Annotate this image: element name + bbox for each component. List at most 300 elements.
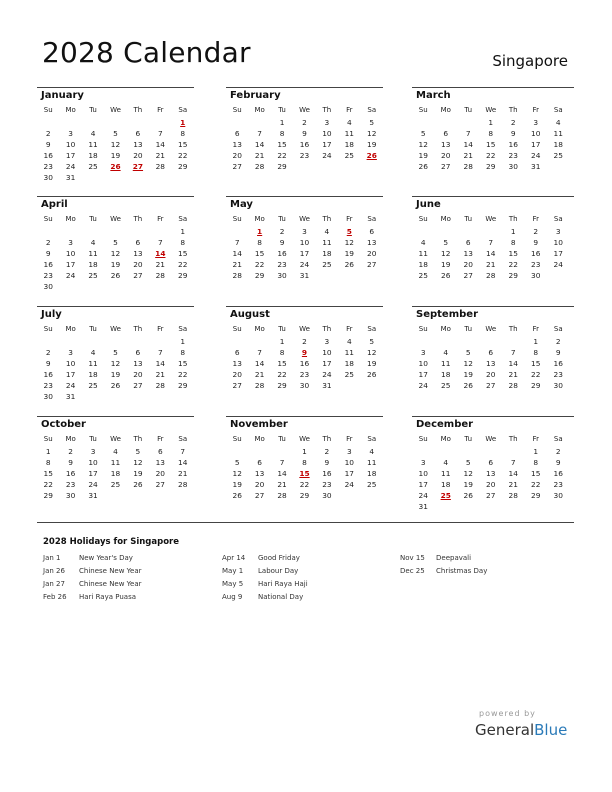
day-cell bbox=[149, 490, 171, 501]
day-cell: 19 bbox=[133, 469, 143, 478]
day-cell: 9 bbox=[555, 348, 561, 357]
month-name: December bbox=[412, 416, 574, 433]
week-row bbox=[37, 380, 194, 391]
holiday-day-cell: 1 bbox=[257, 227, 263, 236]
divider bbox=[37, 522, 574, 523]
day-cell: 12 bbox=[463, 359, 473, 368]
week-row bbox=[226, 248, 383, 259]
day-cell: 13 bbox=[441, 140, 451, 149]
weekday-header bbox=[37, 213, 194, 226]
day-cell: 7 bbox=[157, 238, 163, 247]
weekday-label: Fr bbox=[532, 106, 539, 114]
day-cell: 15 bbox=[254, 249, 265, 258]
day-cell: 11 bbox=[88, 140, 98, 149]
day-cell bbox=[502, 501, 525, 512]
day-cell bbox=[480, 336, 503, 347]
day-cell bbox=[104, 391, 126, 402]
day-cell: 21 bbox=[155, 260, 166, 269]
day-cell: 13 bbox=[232, 359, 242, 368]
day-cell: 22 bbox=[43, 480, 53, 489]
day-cell: 17 bbox=[531, 140, 541, 149]
weekday-label: Su bbox=[418, 325, 428, 333]
day-cell: 19 bbox=[110, 260, 121, 269]
day-cell: 23 bbox=[553, 370, 563, 379]
weekday-label: Su bbox=[232, 106, 242, 114]
day-cell: 19 bbox=[232, 480, 242, 489]
month-name: January bbox=[37, 87, 194, 104]
day-cell bbox=[37, 117, 59, 128]
day-cell: 24 bbox=[322, 151, 332, 160]
day-cell bbox=[149, 391, 171, 402]
day-cell: 20 bbox=[441, 151, 451, 160]
day-cell: 29 bbox=[178, 162, 188, 171]
holiday-name: National Day bbox=[258, 593, 304, 601]
day-cell: 29 bbox=[531, 491, 541, 500]
day-cell: 8 bbox=[510, 238, 516, 247]
day-cell: 15 bbox=[178, 249, 188, 258]
day-cell: 9 bbox=[45, 140, 51, 149]
day-cell: 29 bbox=[178, 271, 188, 280]
day-cell bbox=[127, 281, 149, 292]
weekday-label: We bbox=[299, 435, 310, 443]
day-cell: 26 bbox=[367, 370, 377, 379]
day-cell bbox=[338, 380, 360, 391]
day-cell: 16 bbox=[553, 469, 563, 478]
page-title: 2028 Calendar bbox=[42, 36, 251, 69]
day-cell: 29 bbox=[254, 271, 265, 280]
day-cell: 13 bbox=[486, 469, 496, 478]
week-row bbox=[37, 446, 194, 457]
day-cell: 25 bbox=[344, 370, 355, 379]
weekday-label: Su bbox=[232, 215, 242, 223]
day-cell bbox=[149, 226, 171, 237]
week-row bbox=[412, 117, 574, 128]
weekday-label: Su bbox=[232, 325, 242, 333]
day-cell bbox=[412, 226, 435, 237]
holiday-item bbox=[43, 565, 142, 578]
day-cell: 1 bbox=[180, 337, 186, 346]
day-cell: 20 bbox=[486, 480, 496, 489]
week-row bbox=[412, 457, 574, 468]
holiday-day-cell: 25 bbox=[440, 491, 451, 500]
week-row bbox=[412, 358, 574, 369]
weekday-label: Th bbox=[322, 325, 332, 333]
month-march bbox=[412, 87, 574, 172]
month-name: March bbox=[412, 87, 574, 104]
weekday-label: Tu bbox=[464, 435, 473, 443]
day-cell: 1 bbox=[180, 227, 186, 236]
day-cell: 12 bbox=[418, 140, 428, 149]
day-cell: 14 bbox=[463, 140, 473, 149]
day-cell: 31 bbox=[299, 271, 310, 280]
day-cell: 24 bbox=[65, 271, 76, 280]
day-cell: 22 bbox=[299, 480, 310, 489]
day-cell: 13 bbox=[133, 249, 143, 258]
day-cell: 18 bbox=[441, 370, 451, 379]
month-name: August bbox=[226, 306, 383, 323]
day-cell: 3 bbox=[533, 118, 539, 127]
weekday-label: Su bbox=[43, 325, 53, 333]
day-cell: 23 bbox=[65, 480, 76, 489]
weekday-label: We bbox=[485, 215, 497, 223]
day-cell bbox=[149, 281, 171, 292]
brand-logo[interactable] bbox=[475, 721, 567, 739]
day-cell: 7 bbox=[157, 348, 163, 357]
day-cell: 13 bbox=[254, 469, 265, 478]
day-cell: 18 bbox=[367, 469, 377, 478]
day-cell bbox=[172, 281, 194, 292]
day-cell: 9 bbox=[45, 359, 51, 368]
weekday-label: Mo bbox=[254, 435, 265, 443]
holiday-day-cell: 14 bbox=[155, 249, 166, 258]
day-cell: 1 bbox=[533, 447, 539, 456]
day-cell bbox=[149, 172, 171, 183]
month-april bbox=[37, 196, 194, 292]
day-cell: 20 bbox=[232, 370, 242, 379]
week-row bbox=[226, 457, 383, 468]
day-cell: 11 bbox=[344, 348, 355, 357]
month-november bbox=[226, 416, 383, 501]
day-cell: 10 bbox=[344, 458, 355, 467]
week-row bbox=[226, 336, 383, 347]
day-cell: 30 bbox=[43, 173, 53, 182]
day-cell: 13 bbox=[133, 140, 143, 149]
day-cell: 19 bbox=[110, 151, 121, 160]
day-cell: 5 bbox=[113, 348, 118, 357]
day-cell: 13 bbox=[232, 140, 242, 149]
weekday-label: Tu bbox=[89, 215, 97, 223]
weekday-label: Fr bbox=[346, 325, 353, 333]
week-row bbox=[412, 226, 574, 237]
week-row bbox=[226, 150, 383, 161]
day-cell: 31 bbox=[322, 381, 332, 390]
day-cell: 26 bbox=[463, 491, 473, 500]
weekday-label: Su bbox=[418, 106, 428, 114]
weekday-label: Fr bbox=[346, 215, 353, 223]
day-cell: 4 bbox=[346, 337, 352, 346]
day-cell: 3 bbox=[420, 348, 426, 357]
day-cell bbox=[435, 117, 458, 128]
day-cell: 4 bbox=[346, 118, 352, 127]
week-row bbox=[412, 237, 574, 248]
day-cell: 17 bbox=[88, 469, 98, 478]
day-cell bbox=[502, 446, 525, 457]
day-cell bbox=[149, 336, 171, 347]
day-cell: 22 bbox=[531, 370, 541, 379]
holiday-item bbox=[222, 565, 308, 578]
day-cell bbox=[104, 281, 126, 292]
day-cell: 22 bbox=[531, 480, 541, 489]
day-cell: 27 bbox=[441, 162, 451, 171]
weekday-label: Su bbox=[43, 435, 53, 443]
day-cell: 2 bbox=[45, 348, 51, 357]
day-cell: 6 bbox=[234, 348, 240, 357]
day-cell: 28 bbox=[155, 271, 166, 280]
day-cell bbox=[480, 226, 503, 237]
day-cell bbox=[338, 161, 360, 172]
week-row bbox=[226, 128, 383, 139]
day-cell: 13 bbox=[155, 458, 166, 467]
week-row bbox=[226, 479, 383, 490]
weekday-label: Mo bbox=[440, 106, 451, 114]
day-cell: 15 bbox=[508, 249, 518, 258]
weekday-label: Sa bbox=[553, 435, 563, 443]
weekday-label: Fr bbox=[532, 435, 539, 443]
day-cell: 22 bbox=[178, 260, 188, 269]
day-cell: 8 bbox=[488, 129, 494, 138]
day-cell: 24 bbox=[553, 260, 563, 269]
holiday-day-cell: 15 bbox=[299, 469, 310, 478]
weekday-label: Mo bbox=[254, 106, 265, 114]
day-cell: 4 bbox=[90, 238, 96, 247]
day-cell bbox=[412, 336, 435, 347]
day-cell: 21 bbox=[155, 370, 166, 379]
day-cell: 28 bbox=[232, 271, 242, 280]
weekday-label: We bbox=[299, 106, 310, 114]
week-row bbox=[37, 468, 194, 479]
day-cell: 16 bbox=[553, 359, 563, 368]
day-cell: 4 bbox=[90, 348, 96, 357]
day-cell: 19 bbox=[110, 370, 121, 379]
day-cell: 17 bbox=[65, 151, 76, 160]
holiday-name: Deepavali bbox=[436, 554, 472, 562]
day-cell: 5 bbox=[443, 238, 449, 247]
day-cell: 27 bbox=[367, 260, 377, 269]
day-cell: 15 bbox=[486, 140, 496, 149]
holiday-date: Aug 9 bbox=[222, 593, 243, 601]
week-row bbox=[412, 347, 574, 358]
day-cell bbox=[172, 172, 194, 183]
day-cell: 20 bbox=[133, 370, 143, 379]
month-january bbox=[37, 87, 194, 183]
day-cell: 21 bbox=[254, 151, 265, 160]
holiday-item bbox=[43, 552, 142, 565]
weekday-label: Fr bbox=[157, 325, 164, 333]
day-cell: 25 bbox=[367, 480, 377, 489]
holiday-item bbox=[222, 591, 308, 604]
weekday-label: Sa bbox=[178, 106, 188, 114]
day-cell: 18 bbox=[344, 359, 355, 368]
day-cell: 16 bbox=[277, 249, 287, 258]
day-cell: 30 bbox=[43, 392, 53, 401]
day-cell: 6 bbox=[135, 348, 141, 357]
week-row bbox=[412, 270, 574, 281]
day-cell: 17 bbox=[65, 260, 76, 269]
day-cell: 18 bbox=[88, 151, 98, 160]
month-name: May bbox=[226, 196, 383, 213]
day-cell: 28 bbox=[486, 271, 496, 280]
day-cell: 6 bbox=[369, 227, 375, 236]
day-cell bbox=[316, 161, 338, 172]
day-cell: 19 bbox=[367, 140, 377, 149]
day-cell: 2 bbox=[279, 227, 285, 236]
week-row bbox=[37, 172, 194, 183]
day-cell: 28 bbox=[254, 381, 265, 390]
day-cell: 30 bbox=[277, 271, 287, 280]
day-cell: 19 bbox=[344, 249, 355, 258]
week-row bbox=[226, 139, 383, 150]
holidays-title: 2028 Holidays for Singapore bbox=[43, 537, 179, 547]
day-cell: 23 bbox=[553, 480, 563, 489]
weekday-header bbox=[412, 433, 574, 446]
day-cell: 10 bbox=[553, 238, 563, 247]
day-cell: 26 bbox=[232, 491, 242, 500]
day-cell bbox=[82, 391, 104, 402]
weekday-label: Th bbox=[508, 215, 518, 223]
day-cell: 8 bbox=[533, 458, 539, 467]
day-cell: 1 bbox=[279, 337, 285, 346]
day-cell bbox=[82, 117, 104, 128]
day-cell: 4 bbox=[369, 447, 375, 456]
day-cell: 14 bbox=[508, 469, 518, 478]
day-cell: 11 bbox=[418, 249, 428, 258]
day-cell: 31 bbox=[418, 502, 428, 511]
day-cell: 25 bbox=[88, 162, 98, 171]
day-cell: 20 bbox=[133, 151, 143, 160]
day-cell: 23 bbox=[43, 381, 53, 390]
week-row bbox=[412, 501, 574, 512]
weekday-label: Fr bbox=[532, 325, 539, 333]
day-cell: 14 bbox=[155, 140, 166, 149]
week-row bbox=[412, 150, 574, 161]
day-cell bbox=[127, 226, 149, 237]
weekday-label: Sa bbox=[553, 325, 563, 333]
day-cell bbox=[127, 336, 149, 347]
weekday-label: Fr bbox=[157, 435, 164, 443]
month-name: April bbox=[37, 196, 194, 213]
day-cell: 30 bbox=[299, 381, 310, 390]
day-cell: 21 bbox=[178, 469, 188, 478]
day-cell: 2 bbox=[45, 129, 51, 138]
day-cell: 22 bbox=[486, 151, 496, 160]
month-name: July bbox=[37, 306, 194, 323]
weekday-label: Th bbox=[133, 106, 143, 114]
week-row bbox=[412, 259, 574, 270]
day-cell bbox=[37, 226, 59, 237]
day-cell: 7 bbox=[488, 238, 494, 247]
day-cell: 30 bbox=[322, 491, 332, 500]
day-cell: 8 bbox=[533, 348, 539, 357]
week-row bbox=[37, 248, 194, 259]
weekday-label: Su bbox=[43, 106, 53, 114]
holiday-date: Feb 26 bbox=[43, 593, 67, 601]
day-cell bbox=[59, 281, 81, 292]
day-cell: 20 bbox=[367, 249, 377, 258]
weekday-header bbox=[226, 213, 383, 226]
day-cell: 28 bbox=[155, 381, 166, 390]
day-cell: 18 bbox=[553, 140, 563, 149]
day-cell: 25 bbox=[418, 271, 428, 280]
day-cell: 14 bbox=[254, 359, 265, 368]
day-cell: 12 bbox=[367, 348, 377, 357]
week-row bbox=[37, 391, 194, 402]
holiday-item bbox=[43, 591, 142, 604]
day-cell: 9 bbox=[68, 458, 73, 467]
day-cell: 20 bbox=[463, 260, 473, 269]
brand-name-blue: Blue bbox=[534, 721, 568, 739]
weekday-label: Fr bbox=[346, 106, 353, 114]
day-cell: 13 bbox=[367, 238, 377, 247]
day-cell: 29 bbox=[531, 381, 541, 390]
weekday-label: Mo bbox=[254, 215, 265, 223]
weekday-label: Sa bbox=[553, 215, 563, 223]
day-cell: 12 bbox=[367, 129, 377, 138]
day-cell: 3 bbox=[68, 238, 73, 247]
day-cell: 23 bbox=[531, 260, 541, 269]
day-cell bbox=[435, 226, 458, 237]
day-cell: 21 bbox=[508, 480, 518, 489]
day-cell: 18 bbox=[344, 140, 355, 149]
month-october bbox=[37, 416, 194, 501]
day-cell: 28 bbox=[463, 162, 473, 171]
holiday-day-cell: 26 bbox=[366, 151, 377, 160]
holiday-day-cell: 9 bbox=[301, 348, 308, 357]
day-cell: 11 bbox=[553, 129, 563, 138]
day-cell: 6 bbox=[234, 129, 240, 138]
day-cell: 3 bbox=[324, 118, 330, 127]
day-cell: 10 bbox=[322, 348, 332, 357]
day-cell bbox=[547, 161, 570, 172]
day-cell: 3 bbox=[555, 227, 561, 236]
day-cell: 2 bbox=[45, 238, 51, 247]
month-name: February bbox=[226, 87, 383, 104]
day-cell: 16 bbox=[43, 151, 53, 160]
weekday-label: Sa bbox=[367, 106, 377, 114]
day-cell bbox=[293, 161, 315, 172]
month-february bbox=[226, 87, 383, 172]
week-row bbox=[412, 446, 574, 457]
day-cell: 30 bbox=[531, 271, 541, 280]
week-row bbox=[412, 369, 574, 380]
day-cell: 10 bbox=[299, 238, 310, 247]
week-row bbox=[226, 358, 383, 369]
day-cell: 11 bbox=[322, 238, 332, 247]
day-cell: 19 bbox=[463, 370, 473, 379]
day-cell: 26 bbox=[418, 162, 428, 171]
day-cell bbox=[412, 446, 435, 457]
day-cell bbox=[338, 490, 360, 501]
day-cell: 27 bbox=[463, 271, 473, 280]
day-cell: 27 bbox=[133, 381, 143, 390]
weekday-label: Th bbox=[508, 106, 518, 114]
day-cell: 18 bbox=[88, 260, 98, 269]
day-cell: 30 bbox=[65, 491, 76, 500]
holiday-date: May 1 bbox=[222, 567, 244, 575]
day-cell: 1 bbox=[45, 447, 51, 456]
day-cell bbox=[457, 117, 480, 128]
day-cell: 12 bbox=[441, 249, 451, 258]
week-row bbox=[226, 270, 383, 281]
day-cell bbox=[37, 336, 59, 347]
weekday-label: We bbox=[110, 215, 121, 223]
day-cell: 17 bbox=[418, 480, 428, 489]
day-cell: 22 bbox=[277, 151, 287, 160]
day-cell: 8 bbox=[180, 348, 186, 357]
day-cell: 14 bbox=[486, 249, 496, 258]
day-cell: 8 bbox=[180, 238, 186, 247]
week-row bbox=[37, 226, 194, 237]
week-row bbox=[37, 369, 194, 380]
day-cell: 29 bbox=[486, 162, 496, 171]
day-cell: 29 bbox=[299, 491, 310, 500]
day-cell: 15 bbox=[277, 359, 287, 368]
day-cell: 15 bbox=[43, 469, 53, 478]
day-cell: 3 bbox=[420, 458, 426, 467]
weekday-header bbox=[226, 323, 383, 336]
day-cell: 11 bbox=[441, 469, 451, 478]
holiday-column bbox=[222, 552, 308, 604]
day-cell bbox=[104, 172, 126, 183]
